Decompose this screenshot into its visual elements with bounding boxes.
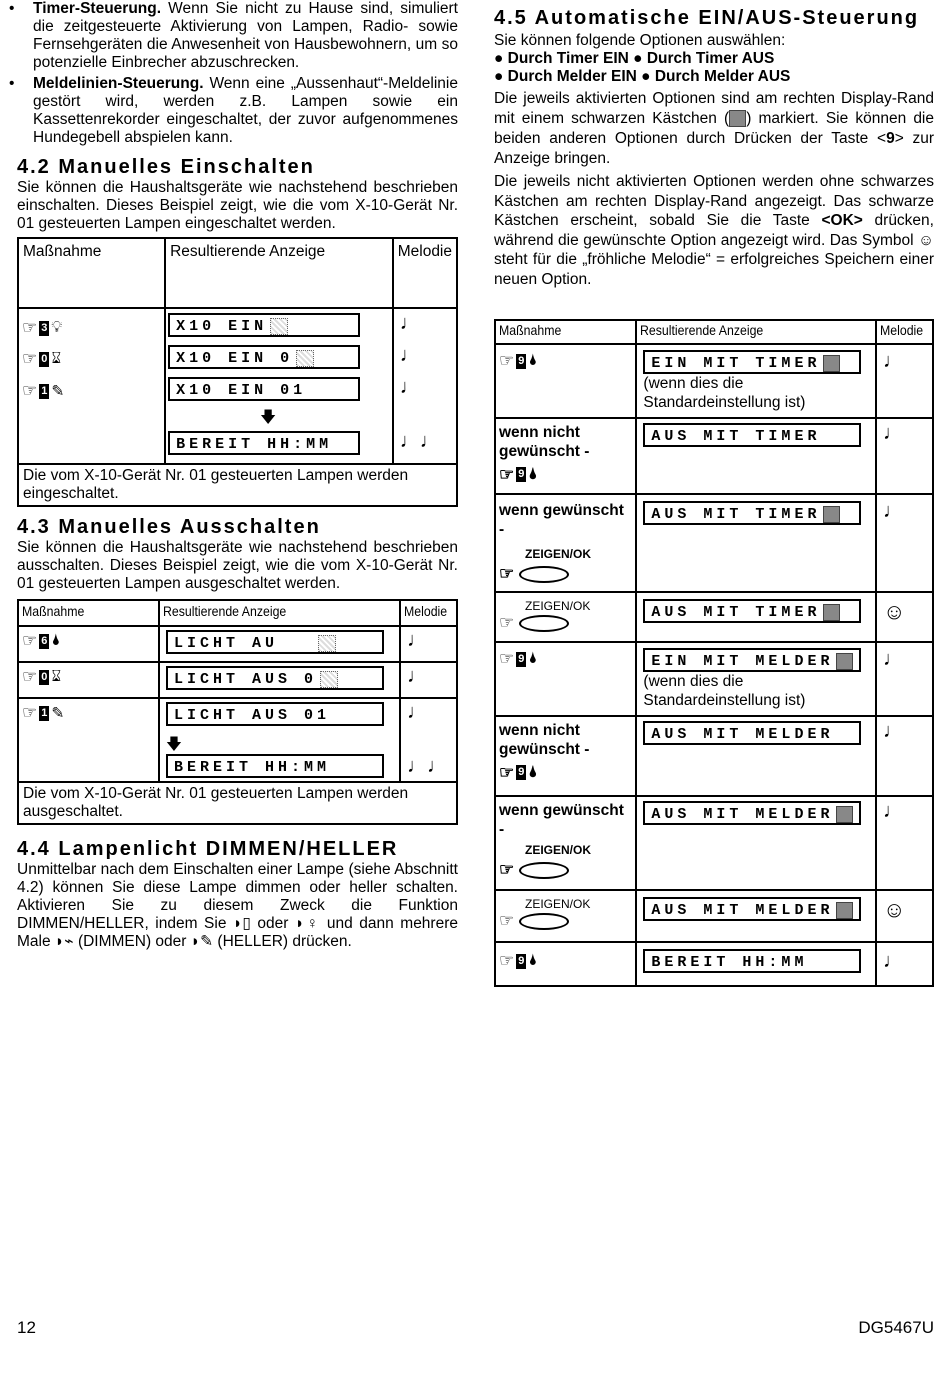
note-icon: ♩: [876, 942, 933, 986]
zeigen-ok-button: [519, 862, 569, 879]
note-icon: ♩: [400, 662, 457, 698]
section-title-4-2: 4.2 Manuelles Einschalten: [17, 156, 315, 178]
note-icon: ♩: [406, 701, 427, 723]
press-hand-icon: ☞: [22, 703, 38, 722]
press-hand-icon: ☞: [499, 763, 515, 782]
header-massnahme: Maßnahme: [18, 238, 165, 308]
lcd-display: AUS MIT MELDER: [643, 721, 861, 745]
lcd-display: BEREIT HH:MM: [166, 754, 384, 778]
para-inactive: Die jeweils nicht aktivierten Optionen werden ohne schwarzes Kästchen am rechten Display-Rand angezeigt. Das schwarze Kästchen erscheint, sobald Sie die Taste <OK> drücken, während die gewünschte Option angezeigt wird. Das Symbol ☺ steht für die „fröhliche Melodie“ = erfolgreiches Speichern einer neuen Option.: [494, 173, 934, 288]
press-hand-icon: ☞: [22, 631, 38, 650]
smiley-icon: ☺: [918, 231, 934, 249]
document-code: DG5467U: [858, 1318, 934, 1337]
down-arrow-icon: 🡇: [165, 736, 182, 753]
lamp-icon: 💡︎: [51, 319, 63, 336]
lamp-icon: 🌢︎: [528, 466, 538, 483]
press-hand-icon: ☞: [499, 613, 515, 632]
lcd-display: X10 EIN: [168, 313, 360, 337]
header-anzeige: Resultierende Anzeige: [165, 238, 393, 308]
double-note-icon: ♩♩: [406, 755, 447, 777]
key-3: 3: [41, 321, 48, 334]
lcd-display: BEREIT HH:MM: [643, 949, 861, 973]
lcd-display: AUS MIT TIMER: [643, 423, 861, 447]
lcd-display: AUS MIT MELDER: [643, 801, 861, 825]
zeigen-ok-button: [519, 566, 569, 583]
black-box-icon: [729, 110, 746, 127]
note-icon: ♩: [876, 716, 933, 796]
zeigen-ok-button: [519, 615, 569, 632]
lcd-display: EIN MIT MELDER: [643, 648, 861, 672]
bullet-timer: • Timer-Steuerung. Wenn Sie nicht zu Hause sind, simuliert die zeitgesteuerte Aktivierung von Lampen, Radio- sowie Fernsehgeräten die Anwesenheit von Hausbewohnern, um so potenzielle Einbrecher abzuschrecken.: [9, 0, 458, 71]
page-number: 12: [17, 1318, 36, 1337]
lamp-icon: 🌢︎: [528, 764, 538, 781]
note-icon: ♩: [876, 344, 933, 418]
section-title-4-3: 4.3 Manuelles Ausschalten: [17, 516, 321, 538]
lamp-off-icon: 🌢︎: [51, 632, 61, 649]
press-hand-icon: ☞: [499, 911, 515, 930]
header-melodie: Melodie: [400, 600, 457, 626]
lcd-display: LICHT AU: [166, 630, 384, 654]
key-1: 1: [41, 384, 48, 397]
intro-4-2: Sie können die Haushaltsgeräte wie nachstehend beschrieben einschalten. Dieses Beispiel zeigt, wie die vom X-10-Gerät Nr. 01 gesteuerten Lampen eingeschaltet werden.: [17, 179, 458, 232]
key-0: 0: [41, 670, 48, 683]
lcd-display: BEREIT HH:MM: [168, 431, 360, 455]
note-icon: ♩: [400, 626, 457, 662]
dimmen-icon: ◗⌁: [54, 933, 78, 950]
dim-key-icon: ◗▯: [232, 915, 258, 932]
lcd-display: X10 EIN 0: [168, 345, 360, 369]
note-icon: ♩: [876, 418, 933, 494]
key-9: 9: [518, 468, 525, 480]
double-note-icon: ♩♩: [399, 430, 440, 452]
text-4-4: Unmittelbar nach dem Einschalten einer Lampe (siehe Abschnitt 4.2) können Sie diese Lampe dimmen oder heller schalten. Aktivieren Sie zu diesem Zweck die Funktion DIMMEN/HELLER, indem Sie ◗▯ oder ◗♀ und dann mehrere Male ◗⌁ (DIMMEN) oder ◗✎ (HELLER) drücken.: [17, 861, 458, 950]
action-cell: [18, 308, 165, 464]
melody-cell: [393, 308, 457, 464]
brighter-icon: ✎: [51, 382, 65, 400]
note-icon: ♩: [399, 376, 420, 398]
note-icon: ♩: [876, 796, 933, 890]
display-cell: [165, 308, 393, 464]
press-hand-icon: ☞: [499, 951, 515, 970]
hourglass-icon: ⌛︎: [51, 350, 62, 367]
press-hand-icon: ☞: [499, 564, 515, 583]
lamp-icon: 🌢︎: [528, 952, 538, 969]
table-4-2: [17, 237, 458, 507]
lcd-display: EIN MIT TIMER: [643, 350, 861, 374]
intro-4-5: Sie können folgende Optionen auswählen:: [494, 32, 786, 49]
default-note: (wenn dies die Standardeinstellung ist): [643, 673, 806, 709]
smiley-icon: ☺: [876, 592, 933, 642]
lcd-display: LICHT AUS 0: [166, 666, 384, 690]
lamp-icon: 🌢︎: [528, 352, 538, 369]
heller-icon: ◗✎: [190, 933, 218, 950]
header-massnahme: Maßnahme: [18, 600, 159, 626]
intro-4-3: Sie können die Haushaltsgeräte wie nachstehend beschrieben ausschalten. Dieses Beispiel zeigt, wie die vom X-10-Gerät Nr. 01 gesteuerten Lampen ausgeschaltet werden.: [17, 539, 458, 592]
note-icon: ♩: [399, 312, 420, 334]
lcd-display: AUS MIT TIMER: [643, 599, 861, 623]
press-hand-icon: ☞: [22, 318, 38, 337]
zeigen-ok-button: [519, 913, 569, 930]
hourglass-icon: ⌛︎: [51, 668, 62, 685]
note-icon: ♩: [876, 642, 933, 716]
press-hand-icon: ☞: [499, 465, 515, 484]
smiley-icon: ☺: [876, 890, 933, 942]
bullet-meldelinie: • Meldelinien-Steuerung. Wenn eine „Aussenhaut“-Meldelinie gestört wird, werden z.B. Lampen sowie ein Kassettenrekorder eingeschaltet, der zuvor aufgenommenes Hundegebell abspielen kann.: [9, 75, 458, 146]
lcd-display: AUS MIT TIMER: [643, 501, 861, 525]
press-hand-icon: ☞: [499, 649, 515, 668]
option-line-1: ● Durch Timer EIN ● Durch Timer AUS: [494, 50, 775, 67]
press-hand-icon: ☞: [499, 351, 515, 370]
note-icon: ♩: [876, 494, 933, 592]
key-6: 6: [41, 634, 48, 647]
lcd-display: LICHT AUS 01: [166, 702, 384, 726]
table-footer: Die vom X-10-Gerät Nr. 01 gesteuerten Lampen werden ausgeschaltet.: [18, 782, 457, 824]
right-column: [494, 0, 934, 987]
bright-key-icon: ◗♀: [288, 915, 327, 932]
key-9: 9: [518, 954, 525, 967]
option-line-2: ● Durch Melder EIN ● Durch Melder AUS: [494, 68, 791, 85]
para-active: Die jeweils aktivierten Optionen sind am rechten Display-Rand mit einem schwarzen Kästchen ( ) markiert. Sie können die beiden anderen Optionen durch Drücken der Taste <9> zur Anzeige bringen.: [494, 90, 935, 167]
lamp-icon: 🌢︎: [528, 650, 538, 667]
section-title-4-4: 4.4 Lampenlicht DIMMEN/HELLER: [17, 838, 399, 860]
down-arrow-icon: 🡇: [260, 409, 277, 426]
table-4-5: Maßnahme Resultierende Anzeige Melodie ☞ 9 🌢︎ EIN MIT TIMER (wenn dies die Standardeinstellung ist) ♩ wenn nicht gewünscht - ☞ 9 🌢︎ AUS MIT TIMER ♩ wenn gewünscht - ZEIGEN/OK ☞ AUS MIT TIMER ♩ ZEIGEN/OK ☞ AUS MIT TIMER ☺ ☞ 9 🌢︎ EIN MIT MELDER (wenn dies die Standardeinstellung ist) ♩ wenn nicht gewünscht - ☞ 9 🌢︎ AUS MIT MELDER ♩ wenn gewünscht - ZEIGEN/OK ☞ AUS MIT MELDER ♩ ZEIGEN/OK ☞ AUS MIT MELDER ☺ ☞ 9 🌢︎ BEREIT HH:MM ♩: [494, 319, 934, 987]
lcd-display: AUS MIT MELDER: [643, 897, 861, 921]
table-footer: Die vom X-10-Gerät Nr. 01 gesteuerten Lampen werden eingeschaltet.: [18, 464, 457, 506]
key-0: 0: [41, 352, 48, 365]
key-9: 9: [518, 652, 525, 665]
press-hand-icon: ☞: [22, 349, 38, 368]
key-1: 1: [41, 706, 48, 719]
brighter-icon: ✎: [51, 704, 65, 722]
press-hand-icon: ☞: [499, 860, 515, 879]
key-9: 9: [518, 766, 525, 778]
press-hand-icon: ☞: [22, 381, 38, 400]
left-column: [9, 0, 458, 951]
key-9: 9: [518, 354, 525, 367]
section-title-4-5: 4.5 Automatische EIN/AUS-Steuerung: [494, 7, 920, 29]
header-melodie: Melodie: [393, 238, 457, 308]
lcd-display: X10 EIN 01: [168, 377, 360, 401]
press-hand-icon: ☞: [22, 667, 38, 686]
table-4-3: [17, 599, 458, 825]
header-anzeige: Resultierende Anzeige: [159, 600, 400, 626]
default-note: (wenn dies die Standardeinstellung ist): [643, 375, 806, 411]
note-icon: ♩: [399, 344, 420, 366]
